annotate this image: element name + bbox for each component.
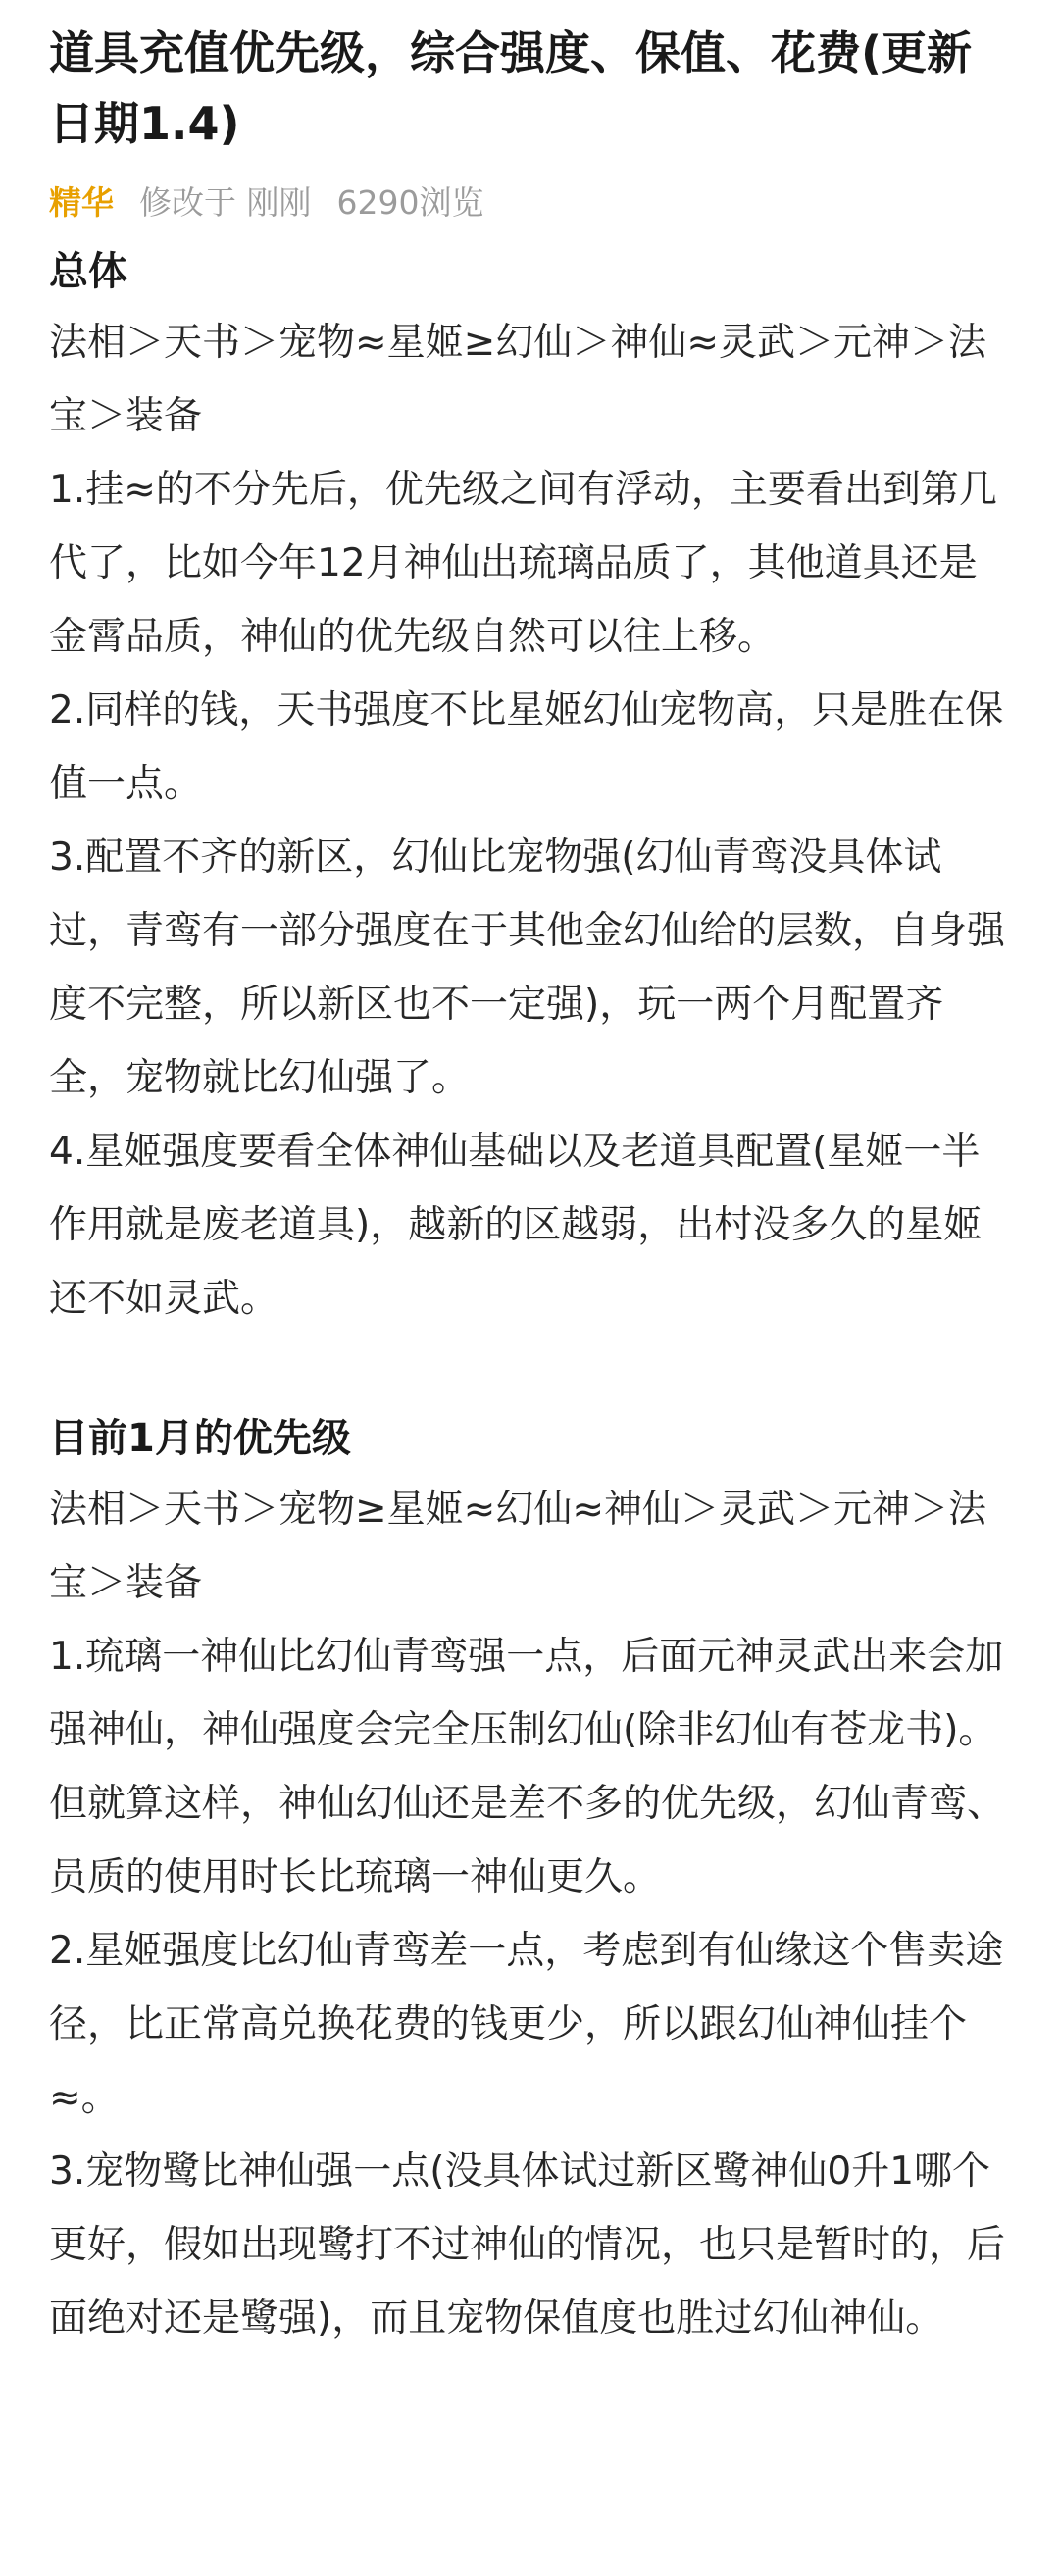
paragraph: 1.琉璃一神仙比幻仙青鸾强一点，后面元神灵武出来会加强神仙，神仙强度会完全压制幻仙(除非幻仙有苍龙书)。 bbox=[49, 1635, 1004, 1752]
section-january bbox=[49, 1404, 1008, 2355]
paragraph: 2.同样的钱，天书强度不比星姬幻仙宠物高，只是胜在保值一点。 bbox=[49, 688, 1004, 806]
view-count: 6290浏览 bbox=[336, 182, 484, 222]
paragraph: 3.宠物鹭比神仙强一点(没具体试过新区鹭神仙0升1哪个更好，假如出现鹭打不过神仙的情况，也只是暂时的，后面绝对还是鹭强)，而且宠物保值度也胜过幻仙神仙。 bbox=[49, 2149, 1006, 2341]
paragraph: 1.挂≈的不分先后，优先级之间有浮动，主要看出到第几代了，比如今年12月神仙出琉璃品质了，其他道具还是金霄品质，神仙的优先级自然可以往上移。 bbox=[49, 468, 997, 659]
section-heading: 总体 bbox=[49, 249, 127, 294]
paragraph: 2.星姬强度比幻仙青鸾差一点，考虑到有仙缘这个售卖途径，比正常高兑换花费的钱更少，所以跟幻仙神仙挂个≈。 bbox=[49, 1929, 1004, 2120]
paragraph: 但就算这样，神仙幻仙还是差不多的优先级，幻仙青鸾、员质的使用时长比琉璃一神仙更久。 bbox=[49, 1782, 1006, 1899]
article-meta bbox=[49, 173, 1008, 227]
paragraph: 3.配置不齐的新区，幻仙比宠物强(幻仙青鸾没具体试过，青鸾有一部分强度在于其他金幻仙给的层数，自身强度不完整，所以新区也不一定强)，玩一两个月配置齐全，宠物就比幻仙强了。 bbox=[49, 835, 1006, 1100]
section-overall bbox=[49, 237, 1008, 1336]
section-heading: 目前1月的优先级 bbox=[49, 1416, 351, 1461]
paragraph: 4.星姬强度要看全体神仙基础以及老道具配置(星姬一半作用就是废老道具)，越新的区越弱，出村没多久的星姬还不如灵武。 bbox=[49, 1130, 983, 1321]
article-title: 道具充值优先级，综合强度、保值、花费(更新日期1.4) bbox=[49, 26, 973, 150]
section-divider bbox=[49, 1336, 1008, 1394]
priority-ranking: 法相＞天书＞宠物≥星姬≈幻仙≈神仙＞灵武＞元神＞法宝＞装备 bbox=[49, 1488, 987, 1605]
featured-badge: 精华 bbox=[49, 182, 114, 222]
priority-ranking: 法相＞天书＞宠物≈星姬≥幻仙＞神仙≈灵武＞元神＞法宝＞装备 bbox=[49, 321, 987, 438]
modified-time: 修改于 刚刚 bbox=[139, 182, 312, 222]
